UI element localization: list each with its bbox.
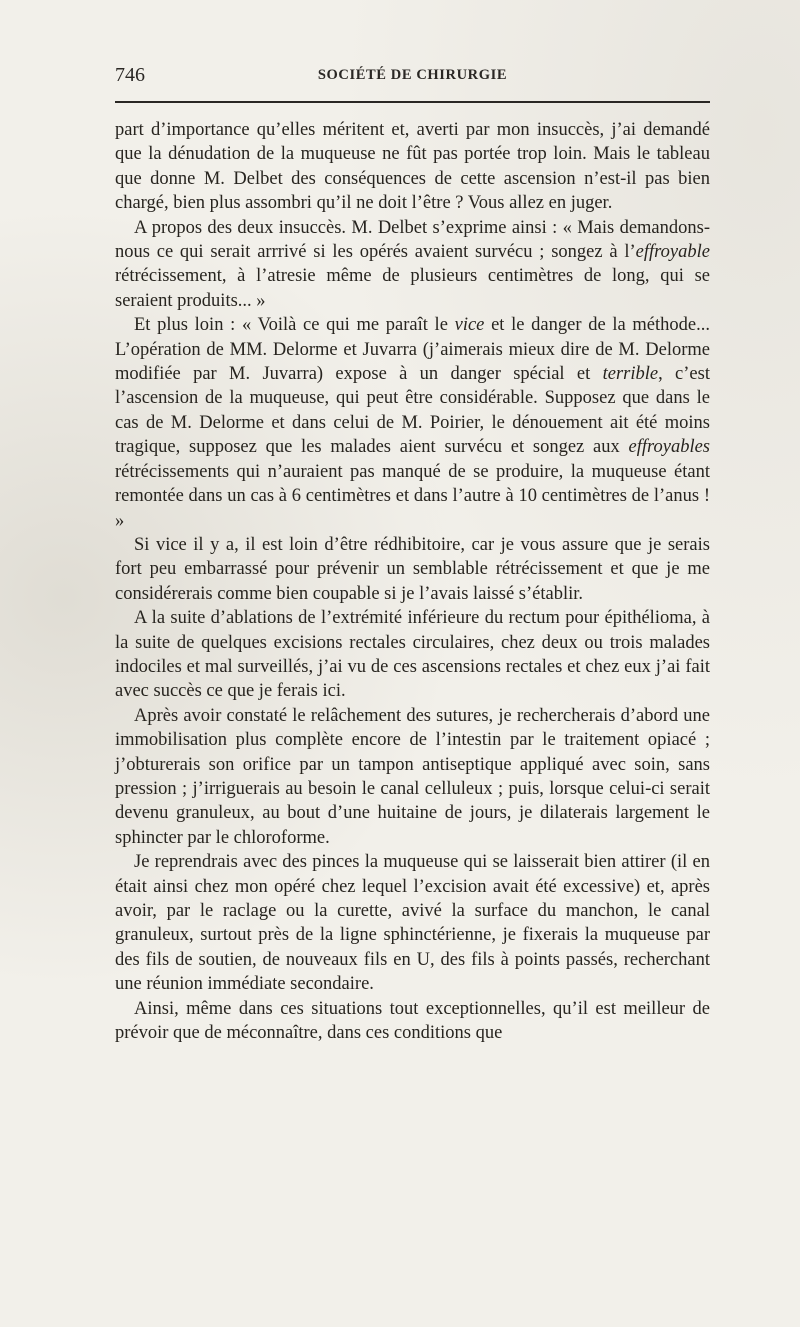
- italic-word: terrible: [602, 364, 659, 385]
- paragraph-text: Après avoir constaté le relâchement des sutures, je rechercherais d’abord une immobilisation plus complète encore de l’intestin par le traitement opiacé ; j’obturerais son orifice par un tampon antiseptique appliqué avec soin, sans pression ; j’irriguerais au besoin le canal celluleux ; puis, lorsque celui-ci serait devenu granuleux, au bout d’une huitaine de jours, je dilaterais largement le sphincter par le chloroforme.: [115, 705, 710, 848]
- body-text: [115, 118, 710, 1045]
- paragraph-text: rétrécissement, à l’atresie même de plusieurs centimètres de long, qui se seraient produits... »: [115, 266, 710, 311]
- page-number: 746: [115, 64, 145, 86]
- paragraph-text: et le danger de la méthode... L’opération de MM. Delorme et Juvarra (j’aimerais mieux dire de M. Delorme modifiée par M. Juvarra) expose à un danger spécial et: [115, 315, 710, 385]
- paragraph-text: rétrécissements qui n’auraient pas manqué de se produire, la muqueuse étant remontée dans un cas à 6 centimètres et dans l’autre à 10 centimètres de l’anus ! »: [115, 461, 710, 531]
- italic-word: effroyable: [635, 242, 710, 263]
- paragraph: [115, 313, 710, 533]
- paragraph-text: A la suite d’ablations de l’extrémité inférieure du rectum pour épithélioma, à la suite de quelques excisions rectales circulaires, chez deux ou trois malades indociles et mal surveillés, j’ai vu de ces ascensions rectales et chez eux j’ai fait avec succès ce que je ferais ici.: [115, 608, 710, 702]
- paragraph: [115, 704, 710, 850]
- italic-word: vice: [454, 315, 485, 336]
- paragraph: [115, 850, 710, 996]
- paragraph-text: Ainsi, même dans ces situations tout exceptionnelles, qu’il est meilleur de prévoir que de méconnaître, dans ces conditions que: [115, 998, 710, 1044]
- paragraph: [115, 997, 710, 1046]
- italic-word: effroyables: [628, 437, 710, 458]
- paragraph-text: , c’est l’ascension de la muqueuse, qui peut être considérable. Supposez que dans le cas de M. Delorme et dans celui de M. Poirier, le dénouement ait été moins tragique, supposez que les malades aient survécu et songez aux: [115, 364, 710, 458]
- paragraph-text: Je reprendrais avec des pinces la muqueuse qui se laisserait bien attirer (il en était ainsi chez mon opéré chez lequel l’excision avait été excessive) et, après avoir, par le raclage ou la curette, avivé la surface du manchon, le canal granuleux, surtout près de la ligne sphinctérienne, je fixerais la muqueuse par des fils de soutien, de nouveaux fils en U, des fils à points passés, recherchant une réunion immédiate secondaire.: [115, 852, 710, 995]
- paragraph-text: Si vice il y a, il est loin d’être rédhibitoire, car je vous assure que je serais fort peu embarrassé pour prévenir un semblable rétrécissement et que je me considérerais comme bien coupable si je l’avais laissé s’établir.: [115, 534, 710, 604]
- paragraph-text: part d’importance qu’elles méritent et, averti par mon insuccès, j’ai demandé que la dénudation de la muqueuse ne fût pas portée trop loin. Mais le tableau que donne M. Delbet des conséquences de cette ascension n’est-il pas bien chargé, bien plus assombri qu’il ne doit l’être ? Vous allez en juger.: [115, 120, 710, 214]
- paragraph: [115, 216, 710, 314]
- paragraph-text: A propos des deux insuccès. M. Delbet s’exprime ainsi : « Mais demandons-nous ce qui serait arrrivé si les opérés avaient survécu ; songez à l’: [115, 217, 710, 263]
- paragraph-text: Et plus loin : « Voilà ce qui me paraît le: [134, 315, 455, 336]
- header-rule: [115, 101, 710, 103]
- page-header: [115, 64, 710, 88]
- paragraph: [115, 118, 710, 216]
- running-title: SOCIÉTÉ DE CHIRURGIE: [317, 67, 508, 83]
- paragraph: [115, 606, 710, 704]
- paragraph: [115, 533, 710, 606]
